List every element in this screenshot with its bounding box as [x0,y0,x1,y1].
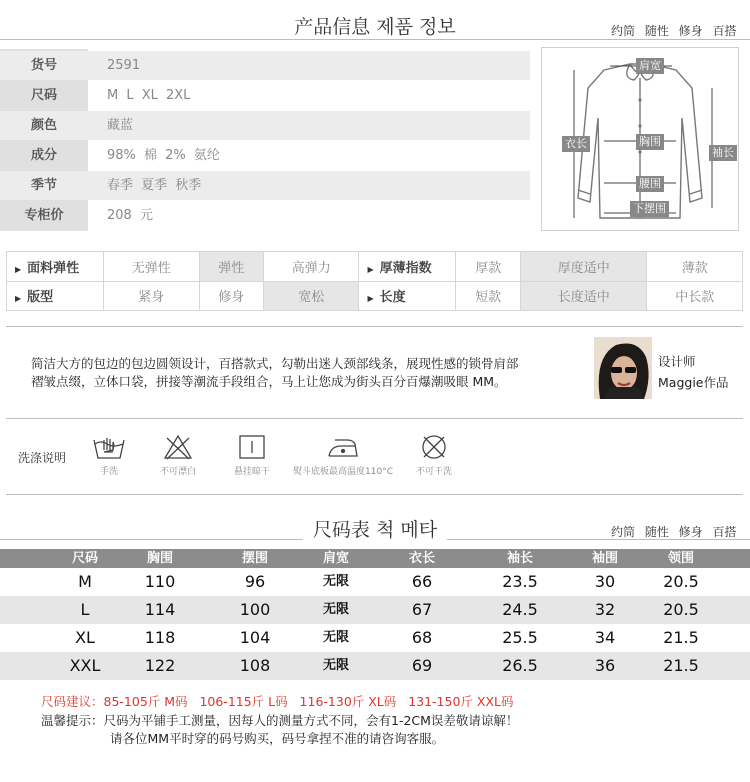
size-cell: 21.5 [663,656,699,675]
section1-tags: 约筒 随性 修身 百搭 [611,24,737,38]
attr-option-selected: 弹性 [199,252,263,282]
section2-tags: 约筒 随性 修身 百搭 [611,525,737,539]
size-header-cell: 摆围 [241,551,268,566]
diagram-label-chest: 胸围 [636,134,664,150]
tip-line-1: 温馨提示：尺码为平铺手工测量，因每人的测量方式不同，会有1-2CM误差敬请谅解！ [41,713,519,728]
care-text: 不可漂白 [159,467,196,477]
hand-wash-icon [92,434,126,460]
info-label: 季节 [30,178,57,193]
attr-option-selected: 厚度适中 [520,252,647,282]
attribute-grid [6,251,743,311]
size-header-cell: 尺码 [71,551,98,566]
attr-option: 厚款 [456,252,520,282]
size-header-cell: 胸围 [146,551,173,566]
divider [6,494,743,495]
size-table-row [0,568,750,596]
tip-line-2: 请各位MM平时穿的码号购买，码号拿捏不准的请咨询客服。 [110,731,445,746]
info-value: 98% 棉 2% 氨纶 [107,148,220,163]
size-cell: 20.5 [663,600,699,619]
size-header-cell: 领围 [667,551,694,566]
info-row-item-no [0,51,530,80]
designer-title: 设计师 [658,354,696,369]
size-table-row [0,652,750,680]
care-item-iron [286,434,400,477]
size-header-cell: 肩宽 [322,551,349,566]
size-header-cell: 衣长 [408,551,435,566]
size-cell: 69 [411,656,433,675]
size-table-row [0,596,750,624]
no-dry-clean-icon [420,434,448,460]
attr-option: 无弹性 [104,252,200,282]
size-cell: 122 [144,656,176,675]
attr-option-selected: 长度适中 [520,281,647,311]
attribute-row [7,252,743,282]
attr-label-fit: ▶ 版型 [7,281,104,311]
size-suggestion: 尺码建议：85-105斤 M码 106-115斤 L码 116-130斤 XL码 131-150斤 XXL码 [41,694,514,709]
section1-divider [0,39,750,40]
triangle-icon: ▶ [15,264,22,274]
attr-option: 修身 [199,281,263,311]
product-info-table [0,49,530,231]
attr-option: 短款 [456,281,520,311]
size-cell: L [80,600,90,619]
size-cell: 21.5 [663,628,699,647]
size-cell: 68 [411,628,433,647]
designer-name: Maggie作品 [658,375,729,390]
info-label: 尺码 [30,88,57,103]
measurement-diagram [541,47,739,231]
info-label: 成分 [30,148,57,163]
size-header-cell: 袖围 [591,551,618,566]
divider [6,326,743,327]
size-header-cell: 袖长 [506,551,533,566]
size-cell: 32 [594,600,616,619]
info-row-color [0,111,530,140]
info-label: 专柜价 [24,208,64,223]
size-cell: 118 [144,628,176,647]
designer-avatar [594,337,652,399]
diagram-label-length: 衣长 [562,136,590,152]
diagram-label-shoulder: 肩宽 [636,58,664,74]
section1-title: 产品信息 제품 정보 [0,12,750,39]
care-label: 洗涤说明 [18,451,67,465]
info-label: 颜色 [30,118,57,133]
care-text: 手洗 [99,467,118,477]
size-table-header [0,549,750,568]
divider [6,418,743,419]
size-cell: 96 [244,572,266,591]
size-cell: 114 [144,600,176,619]
size-cell: 无限 [322,602,349,617]
triangle-icon: ▶ [15,294,22,304]
size-cell: 无限 [322,630,349,645]
size-cell: 26.5 [502,656,538,675]
description-line-2: 褶皱点缀，立体口袋，拼接等潮流手段组合，马上让您成为街头百分百爆潮吸眼 MM。 [31,374,507,389]
size-cell: 108 [239,656,271,675]
size-cell: 20.5 [663,572,699,591]
iron-icon [325,434,361,460]
care-text: 悬挂晾干 [233,467,270,477]
description-line-1: 简洁大方的包边的包边圆领设计，百搭款式，勾勒出迷人颈部线条，展现性感的锁骨肩部 [31,356,519,371]
size-cell: XXL [69,656,101,675]
attr-option: 高弹力 [263,252,359,282]
attr-label-thickness: ▶ 厚薄指数 [359,252,456,282]
no-bleach-icon [163,434,193,460]
info-value: M L XL 2XL [107,88,191,103]
triangle-icon: ▶ [367,294,374,304]
size-cell: M [78,572,92,591]
care-item-hang-dry [222,434,282,477]
size-cell: 66 [411,572,433,591]
care-item-hand-wash [79,434,139,477]
hang-dry-icon [238,434,266,460]
size-table-row [0,624,750,652]
attr-option: 薄款 [647,252,743,282]
size-cell: 100 [239,600,271,619]
size-cell: 67 [411,600,433,619]
attr-label-elasticity: ▶ 面料弹性 [7,252,104,282]
size-cell: 23.5 [502,572,538,591]
section2-title: 尺码表 척 메타 [0,515,750,542]
info-row-price [0,201,530,230]
attr-label-length: ▶ 长度 [359,281,456,311]
size-cell: 24.5 [502,600,538,619]
info-value: 2591 [107,58,141,73]
size-cell: 34 [594,628,616,647]
care-item-no-dry-clean [404,434,464,477]
size-cell: 无限 [322,658,349,673]
attr-option: 中长款 [647,281,743,311]
size-cell: 110 [144,572,176,591]
info-label: 货号 [30,58,57,73]
size-cell: 25.5 [502,628,538,647]
info-value: 春季 夏季 秋季 [107,178,202,193]
info-value: 208 元 [107,208,153,223]
attr-option: 紧身 [104,281,200,311]
diagram-label-waist: 腰围 [636,176,664,192]
size-cell: 30 [594,572,616,591]
care-text: 熨斗底板最高温度110°C [293,467,393,477]
attribute-row [7,281,743,311]
care-item-no-bleach [148,434,208,477]
info-row-season [0,171,530,200]
size-cell: XL [75,628,95,647]
diagram-label-hem: 下摆围 [630,201,669,217]
diagram-label-sleeve: 袖长 [709,145,737,161]
info-row-size [0,81,530,110]
size-cell: 36 [594,656,616,675]
triangle-icon: ▶ [367,264,374,274]
size-cell: 无限 [322,574,349,589]
care-text: 不可干洗 [415,467,452,477]
info-row-material [0,141,530,170]
info-value: 藏蓝 [107,118,134,133]
size-cell: 104 [239,628,271,647]
attr-option-selected: 宽松 [263,281,359,311]
